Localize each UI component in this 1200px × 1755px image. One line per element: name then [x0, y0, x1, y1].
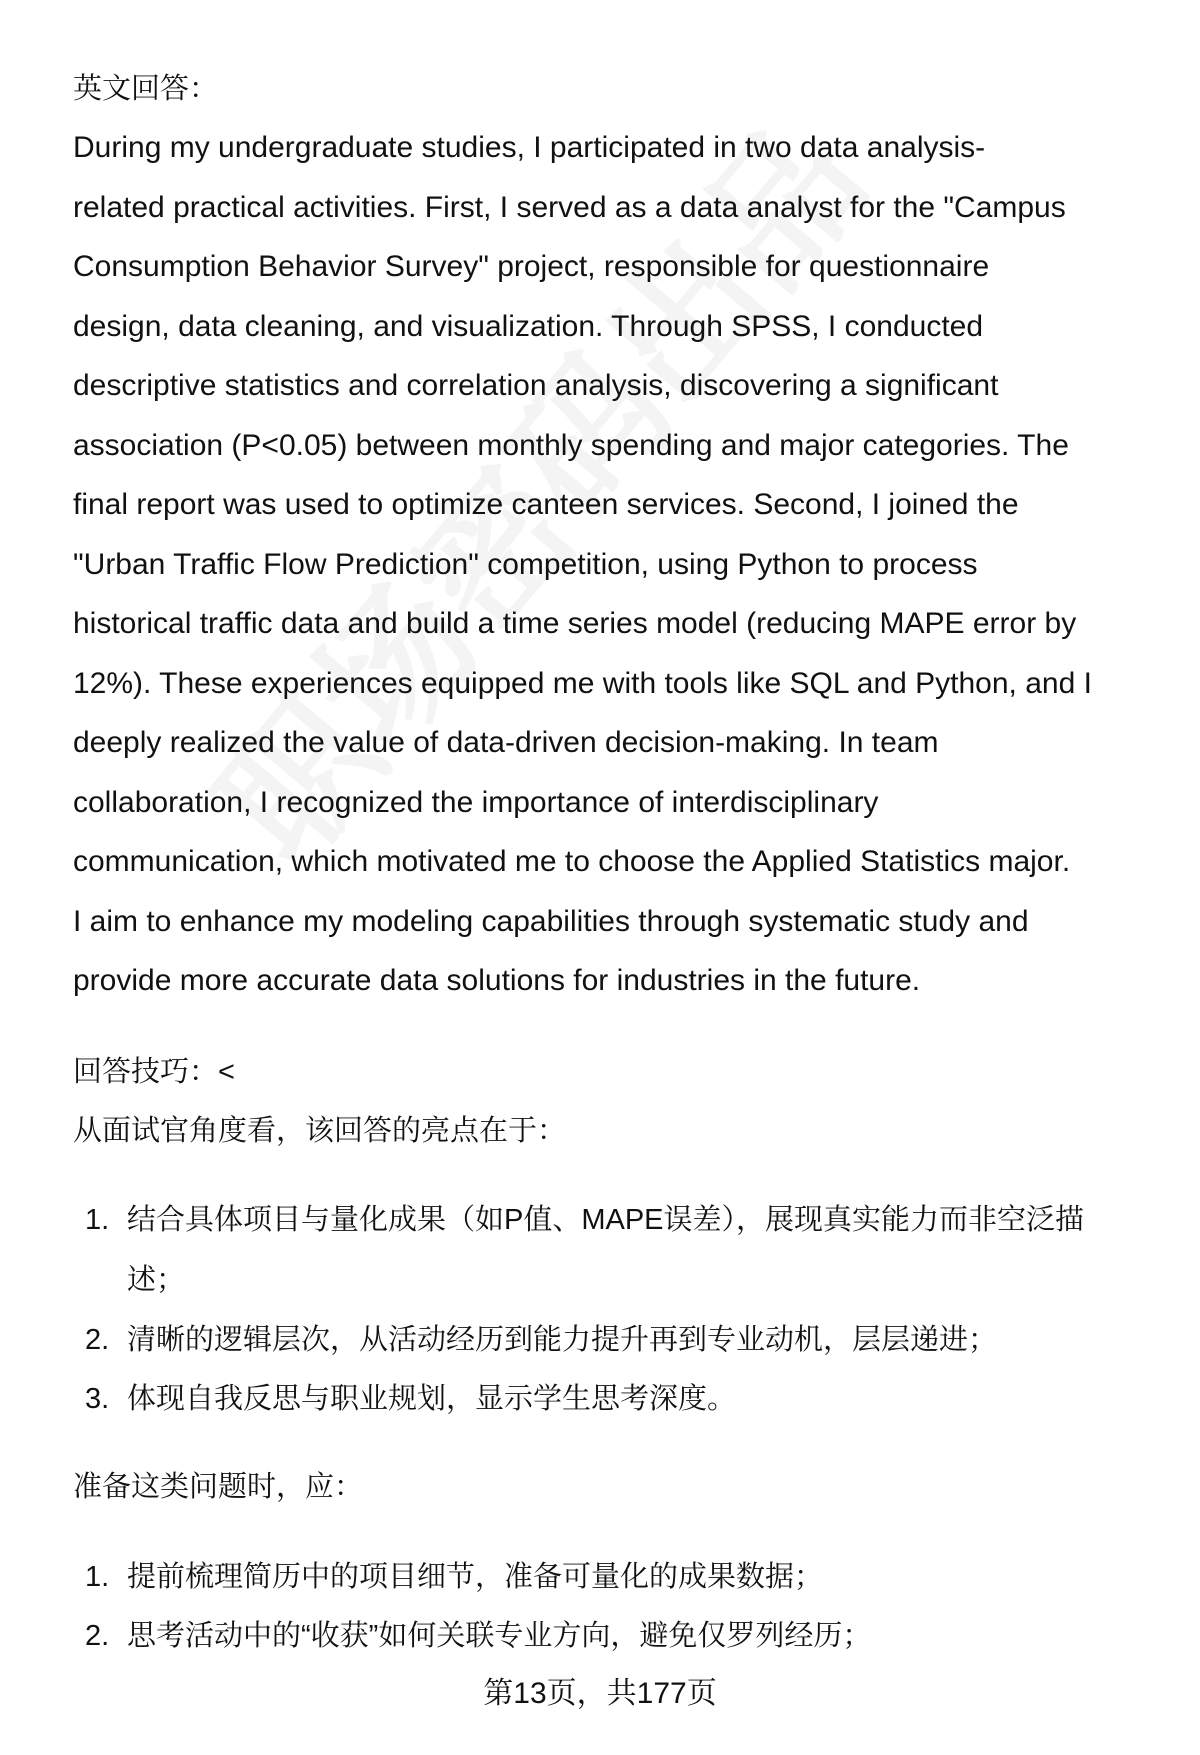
section-heading: 英文回答：: [73, 73, 219, 105]
answer-line: deeply realized the value of data-driven decision-making. In team: [73, 726, 939, 759]
list-item-continued: 述；: [127, 1264, 186, 1296]
answer-line: association (P<0.05) between monthly spending and major categories. The: [73, 429, 1069, 462]
answer-line: provide more accurate data solutions for industries in the future.: [73, 964, 921, 997]
answer-line: Consumption Behavior Survey" project, responsible for questionnaire: [73, 250, 990, 283]
list-number: 1.: [85, 1204, 110, 1236]
list-item: 清晰的逻辑层次，从活动经历到能力提升再到专业动机，层层递进；: [127, 1324, 998, 1356]
tips-heading: 回答技巧：<: [73, 1056, 235, 1088]
answer-line: descriptive statistics and correlation analysis, discovering a significant: [73, 369, 999, 402]
list-number: 2.: [85, 1620, 110, 1652]
list-number: 3.: [85, 1383, 110, 1415]
answer-line: "Urban Traffic Flow Prediction" competition, using Python to process: [73, 548, 978, 581]
list-item: 结合具体项目与量化成果（如P值、MAPE误差），展现真实能力而非空泛描: [127, 1204, 1085, 1236]
list-number: 1.: [85, 1561, 110, 1593]
answer-line: final report was used to optimize canteen services. Second, I joined the: [73, 488, 1019, 521]
answer-line: I aim to enhance my modeling capabilities through systematic study and: [73, 905, 1029, 938]
answer-line: related practical activities. First, I served as a data analyst for the "Campus: [73, 191, 1066, 224]
prep-intro: 准备这类问题时，应：: [73, 1471, 364, 1503]
answer-line: design, data cleaning, and visualization. Through SPSS, I conducted: [73, 310, 984, 343]
answer-line: collaboration, I recognized the importance of interdisciplinary: [73, 786, 879, 819]
list-number: 2.: [85, 1324, 110, 1356]
list-item: 思考活动中的“收获”如何关联专业方向，避免仅罗列经历；: [127, 1620, 872, 1652]
highlights-intro: 从面试官角度看，该回答的亮点在于：: [73, 1115, 567, 1147]
page-number: 第13页，共177页: [483, 1677, 717, 1710]
answer-line: During my undergraduate studies, I participated in two data analysis-: [73, 131, 986, 164]
answer-line: 12%). These experiences equipped me with tools like SQL and Python, and I: [73, 667, 1092, 700]
answer-line: communication, which motivated me to choose the Applied Statistics major.: [73, 845, 1071, 878]
answer-line: historical traffic data and build a time series model (reducing MAPE error by: [73, 607, 1077, 640]
list-item: 体现自我反思与职业规划，显示学生思考深度。: [127, 1383, 737, 1415]
list-item: 提前梳理简历中的项目细节，准备可量化的成果数据；: [127, 1561, 824, 1593]
